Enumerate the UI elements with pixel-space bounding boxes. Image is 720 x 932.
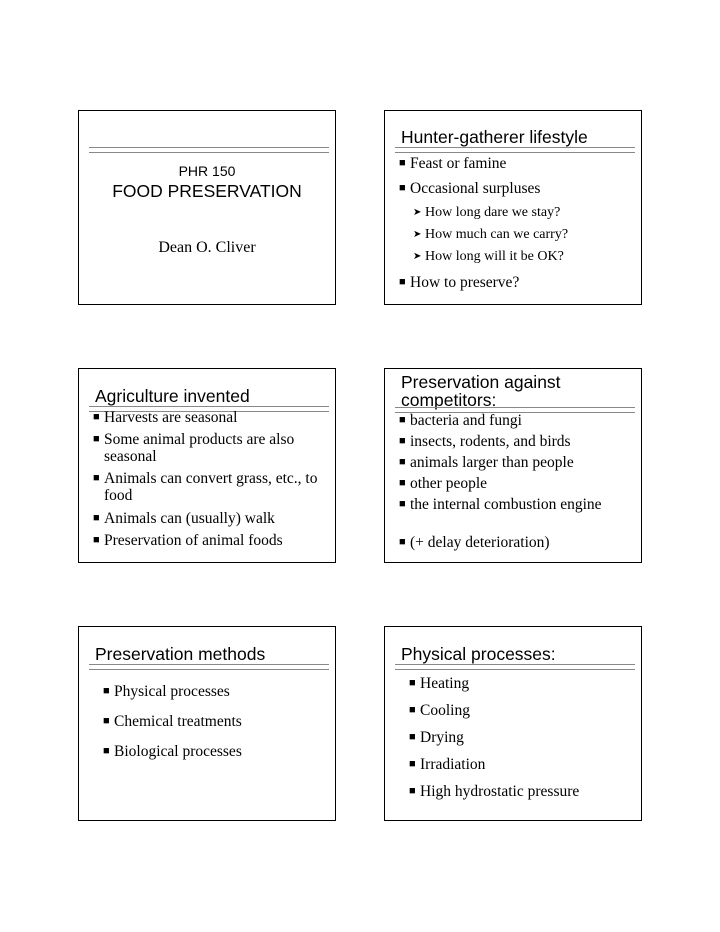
bullet-square-icon: ■ — [409, 731, 416, 743]
title-rule — [395, 147, 635, 153]
title-rule — [395, 664, 635, 670]
bullet-square-icon: ■ — [93, 472, 100, 484]
list-item: ■ Preservation of animal foods — [93, 532, 283, 549]
list-item: ■ (+ delay deterioration) — [399, 534, 550, 551]
list-item: ■ Harvests are seasonal — [93, 409, 238, 426]
title-rule — [89, 147, 329, 153]
bullet-square-icon: ■ — [409, 785, 416, 797]
bullet-square-icon: ■ — [93, 534, 100, 546]
bullet-square-icon: ■ — [399, 477, 406, 489]
bullet-square-icon: ■ — [409, 677, 416, 689]
author-name: Dean O. Cliver — [158, 239, 256, 256]
bullet-square-icon: ■ — [93, 512, 100, 524]
slide-1 — [78, 110, 336, 305]
slide-5 — [78, 626, 336, 821]
bullet-square-icon: ■ — [399, 182, 406, 194]
list-item: ■ Drying — [409, 729, 464, 746]
bullet-square-icon: ■ — [399, 456, 406, 468]
list-item: ■ other people — [399, 475, 488, 492]
presentation-title: FOOD PRESERVATION — [112, 181, 302, 201]
bullet-square-icon: ■ — [103, 685, 110, 697]
list-item: ■ bacteria and fungi — [399, 412, 522, 429]
slide-title: Preservation against competitors: — [401, 372, 561, 410]
bullet-square-icon: ■ — [409, 704, 416, 716]
list-item: ■ Biological processes — [103, 743, 242, 760]
list-item: ■ Heating — [409, 675, 470, 692]
list-item: ■ animals larger than people — [399, 454, 574, 471]
slide-2 — [384, 110, 642, 305]
list-item: ■ How to preserve? — [399, 274, 520, 291]
list-item: ■ Irradiation — [409, 756, 486, 773]
slide-title: Agriculture invented — [95, 386, 250, 406]
list-item: ■ Physical processes — [103, 683, 230, 700]
bullet-square-icon: ■ — [93, 411, 100, 423]
sub-list-item: ➤ How long will it be OK? — [413, 249, 564, 264]
bullet-square-icon: ■ — [399, 414, 406, 426]
sub-list-item: ➤ How much can we carry? — [413, 227, 569, 242]
bullet-square-icon: ■ — [399, 276, 406, 288]
sub-list-item: ➤ How long dare we stay? — [413, 205, 561, 220]
bullet-square-icon: ■ — [409, 758, 416, 770]
list-item: ■ Cooling — [409, 702, 470, 719]
list-item: ■ High hydrostatic pressure — [409, 783, 580, 800]
bullet-square-icon: ■ — [103, 745, 110, 757]
list-item: ■ Animals can convert grass, etc., to food — [93, 470, 318, 504]
title-rule — [89, 664, 329, 670]
slide-6 — [384, 626, 642, 821]
bullet-square-icon: ■ — [399, 498, 406, 510]
arrow-bullet-icon: ➤ — [413, 229, 422, 240]
slide-title: Preservation methods — [95, 644, 266, 664]
bullet-square-icon: ■ — [399, 536, 406, 548]
bullet-square-icon: ■ — [399, 435, 406, 447]
slide-title: Hunter-gatherer lifestyle — [401, 127, 588, 147]
bullet-square-icon: ■ — [399, 157, 406, 169]
slide-3 — [78, 368, 336, 563]
list-item: ■ Some animal products are also seasonal — [93, 431, 295, 465]
bullet-square-icon: ■ — [93, 433, 100, 445]
arrow-bullet-icon: ➤ — [413, 251, 422, 262]
slide-4 — [384, 368, 642, 563]
list-item: ■ Occasional surpluses — [399, 180, 541, 197]
list-item: ■ Feast or famine — [399, 155, 507, 172]
list-item: ■ Animals can (usually) walk — [93, 510, 275, 527]
bullet-square-icon: ■ — [103, 715, 110, 727]
arrow-bullet-icon: ➤ — [413, 207, 422, 218]
course-code: PHR 150 — [178, 163, 236, 179]
list-item: ■ insects, rodents, and birds — [399, 433, 571, 450]
list-item: ■ Chemical treatments — [103, 713, 242, 730]
slide-title: Physical processes: — [401, 644, 556, 664]
list-item: ■ the internal combustion engine — [399, 496, 602, 513]
